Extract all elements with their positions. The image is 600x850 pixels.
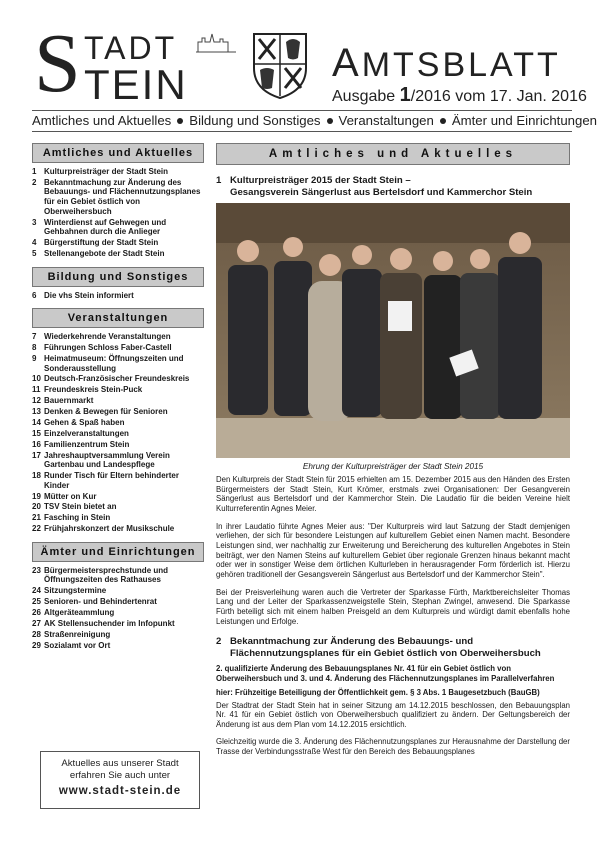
toc-item[interactable] xyxy=(32,332,204,342)
article-2-subtitle: hier: Frühzeitige Beteiligung der Öffentlichkeit gem. § 3 Abs. 1 Baugesetzbuch (BauGB) xyxy=(216,687,540,697)
toc-item-number: 18 xyxy=(32,471,41,481)
toc-item-number: 29 xyxy=(32,640,41,650)
toc-item-title: Fasching in Stein xyxy=(44,513,111,523)
photo-caption: Ehrung der Kulturpreisträger der Stadt Stein 2015 xyxy=(302,462,484,471)
toc-item-number: 23 xyxy=(32,565,41,575)
section-nav xyxy=(32,110,598,132)
toc-list xyxy=(32,167,204,259)
table-of-contents xyxy=(32,143,204,818)
toc-item-title: Mütter on Kur xyxy=(44,491,97,501)
toc-item-title: Wiederkehrende Veranstaltungen xyxy=(44,332,171,342)
website-link[interactable]: www.stadt-stein.de xyxy=(58,785,182,797)
toc-item-number: 24 xyxy=(32,586,41,596)
toc-item-title: TSV Stein bietet an xyxy=(44,502,117,512)
toc-item-number: 9 xyxy=(32,353,37,363)
toc-item-number: 1 xyxy=(32,167,37,176)
toc-item[interactable] xyxy=(32,440,204,450)
toc-item[interactable] xyxy=(32,343,204,353)
toc-item-number: 22 xyxy=(32,524,41,534)
toc-item-number: 8 xyxy=(32,343,37,353)
toc-item-title: Winterdienst auf Gehwegen und Gehbahnen durch die Anlieger xyxy=(44,217,167,237)
toc-item-number: 7 xyxy=(32,332,37,342)
toc-item-number: 14 xyxy=(32,417,41,427)
toc-item-number: 3 xyxy=(32,217,37,227)
toc-item[interactable] xyxy=(32,597,204,607)
logo-initial: S xyxy=(34,17,81,110)
toc-section-heading: Ämter und Einrichtungen xyxy=(32,542,204,562)
toc-item-title: Familienzentrum Stein xyxy=(44,439,130,449)
toc-item-title: Einzelveranstaltungen xyxy=(44,428,129,438)
nav-bildung: Bildung und Sonstiges xyxy=(189,113,321,128)
toc-item-number: 10 xyxy=(32,374,41,384)
toc-item[interactable] xyxy=(32,167,204,177)
toc-item[interactable] xyxy=(32,641,204,651)
toc-item-title: Bauernmarkt xyxy=(44,396,94,406)
toc-item[interactable] xyxy=(32,385,204,395)
toc-item-title: Denken & Bewegen für Senioren xyxy=(44,407,168,417)
nav-aemter: Ämter und Einrichtungen xyxy=(451,113,598,128)
toc-item-title: Jahreshauptversammlung Verein Gartenbau und Landespflege xyxy=(44,450,170,470)
toc-item-title: Sozialamt vor Ort xyxy=(44,640,111,650)
toc-item-title: Straßenreinigung xyxy=(44,629,111,639)
article-1-title: 1 Kulturpreisträger 2015 der Stadt Stein – Gesangsverein Sängerlust aus Bertelsdorf und Kammerchor Stein xyxy=(216,175,533,198)
toc-item[interactable] xyxy=(32,608,204,618)
toc-item[interactable] xyxy=(32,429,204,439)
amtsblatt-title: AMTSBLATT xyxy=(332,41,561,85)
toc-item[interactable] xyxy=(32,291,204,301)
toc-section-heading: Veranstaltungen xyxy=(32,308,204,328)
toc-item[interactable] xyxy=(32,586,204,596)
toc-list xyxy=(32,332,204,534)
bullet-icon xyxy=(177,118,183,124)
toc-item-title: Führungen Schloss Faber-Castell xyxy=(44,343,172,353)
toc-item-title: Bürgermeistersprechstunde und Öffnungszeiten des Rathauses xyxy=(44,565,169,585)
bullet-icon xyxy=(327,118,333,124)
toc-item-title: Bürgerstiftung der Stadt Stein xyxy=(44,238,159,248)
toc-item-title: Deutsch-Französischer Freundeskreis xyxy=(44,374,190,384)
toc-item-title: Sitzungstermine xyxy=(44,586,107,596)
toc-item-title: Die vhs Stein informiert xyxy=(44,290,134,300)
logo-line2: TEIN xyxy=(84,61,188,108)
toc-item-title: Heimatmuseum: Öffnungszeiten und Sonderausstellung xyxy=(44,353,184,373)
toc-item-number: 2 xyxy=(32,177,37,187)
toc-item-number: 11 xyxy=(32,385,41,395)
castle-icon xyxy=(196,30,236,54)
coat-of-arms-icon xyxy=(250,30,310,100)
toc-item-title: Gehen & Spaß haben xyxy=(44,417,125,427)
toc-item-number: 26 xyxy=(32,608,41,618)
toc-list xyxy=(32,291,204,301)
toc-item[interactable] xyxy=(32,502,204,512)
toc-list xyxy=(32,566,204,651)
toc-item-number: 28 xyxy=(32,629,41,639)
toc-item[interactable] xyxy=(32,407,204,417)
toc-section-heading: Amtliches und Aktuelles xyxy=(32,143,204,163)
nav-veranstaltungen: Veranstaltungen xyxy=(338,113,434,128)
toc-item[interactable] xyxy=(32,418,204,428)
toc-item-number: 15 xyxy=(32,428,41,438)
bullet-icon xyxy=(440,118,446,124)
toc-item[interactable] xyxy=(32,566,204,585)
toc-item[interactable] xyxy=(32,524,204,534)
issue-line: Ausgabe 1/2016 vom 17. Jan. 2016 xyxy=(332,84,587,106)
toc-item-number: 16 xyxy=(32,439,41,449)
toc-item-number: 12 xyxy=(32,396,41,406)
article-2-paragraph: Der Stadtrat der Stadt Stein hat in seiner Sitzung am 14.12.2015 beschlossen, den Bebauungsplan Nr. 41 für ein Gebiet östlich von Oberweihersbuch qualifiziert zu ändern. Der Geltungsbereich der Änderung ist aus dem Plan vom 14.12.2015 ersichtlich. xyxy=(216,700,570,729)
section-heading: Amtliches und Aktuelles xyxy=(216,143,570,165)
logo-line1: TADT xyxy=(84,30,178,66)
article-1-paragraph: Bei der Preisverleihung waren auch die Vertreter der Sparkasse Fürth, Marktbereichsleiter Thomas Lang und der Leiter der Sparkassenzweigstelle Stein, Stephan Zwingel, anwesend. Die Sparkasse Fürth beteiligt sich mit einem halben Preisgeld an dem Kulturpreis und würdigt damit ebenfalls hohe Leistungen und Erfolge. xyxy=(216,587,570,626)
toc-item[interactable] xyxy=(32,396,204,406)
main-column xyxy=(216,143,570,843)
toc-item[interactable] xyxy=(32,513,204,523)
toc-item-number: 4 xyxy=(32,238,37,248)
toc-item[interactable] xyxy=(32,451,204,470)
toc-item-title: Runder Tisch für Eltern behinderter Kinder xyxy=(44,471,179,490)
toc-item[interactable] xyxy=(32,354,204,373)
toc-item[interactable] xyxy=(32,471,204,490)
article-1-paragraph: Den Kulturpreis der Stadt Stein für 2015 erhielten am 15. Dezember 2015 aus den Händen des Ersten Bürgermeisters der Stadt Stein, Kurt Krömer, erstmals zwei Organisationen: Der Gesangverein Sängerlust aus Bertelsdorf und der Kammerchor Stein. Die Laudatio für die beiden Vereine hielt Kulturreferentin Agnes Meier. xyxy=(216,475,570,514)
toc-item[interactable] xyxy=(32,374,204,384)
article-2-subtitle: 2. qualifizierte Änderung des Bebauungsplanes Nr. 41 für ein Gebiet östlich von Oberweihersbuch und 3. und 4. Änderung des Flächennutzungsplanes im Parallelverfahren xyxy=(216,664,555,684)
award-photo xyxy=(216,203,570,458)
toc-item-title: Freundeskreis Stein-Puck xyxy=(44,385,143,395)
article-1-paragraph: In ihrer Laudatio führte Agnes Meier aus: "Der Kulturpreis wird laut Satzung der Stadt demjenigen verliehen, der sich für besondere Leistungen auf kulturellem Gebiet einen Namen macht. Besondere Leistungen sind, wer nachhaltig zur Erweiterung und Bereicherung des kulturellen Angebotes in Stein beiträgt, wer den Namen Steins auf kulturellem Gebiet über regionale Grenzen hinaus bekannt macht oder wer in sonstiger Weise dem örtlichen Kulturleben in herausragender Form förderlich ist. Hierzu gehören traditionell der Gesangsverein Sängerlust aus Bertelsdorf und der Kammerchor Stein". xyxy=(216,521,570,580)
masthead xyxy=(32,17,587,110)
toc-item-number: 20 xyxy=(32,502,41,512)
toc-item-number: 19 xyxy=(32,491,41,501)
toc-item[interactable] xyxy=(32,619,204,629)
article-2-paragraph: Gleichzeitig wurde die 3. Änderung des Flächennutzungsplanes zur Herausnahme der Darstellung der Trasse der Verbindungsstraße West für den Bereich des Bebauungsplanes xyxy=(216,737,570,757)
toc-item-title: Altgeräteammlung xyxy=(44,608,115,618)
toc-item-title: Kulturpreisträger der Stadt Stein xyxy=(44,167,169,176)
website-promo: Aktuelles aus unserer Stadt erfahren Sie auch unter www.stadt-stein.de xyxy=(40,751,200,809)
toc-item[interactable] xyxy=(32,238,204,248)
toc-item-title: Bekanntmachung zur Änderung des Bebauungs- und Flächennutzungsplanes für ein Gebiet östlich von Oberweihersbuch xyxy=(44,177,201,216)
toc-item[interactable] xyxy=(32,178,204,216)
toc-item-number: 27 xyxy=(32,619,41,629)
toc-item-title: Stellenangebote der Stadt Stein xyxy=(44,248,165,258)
article-2-title: 2 Bekanntmachung zur Änderung des Bebauungs- und Flächennutzungsplanes für ein Gebiet östlich von Oberweihersbuch xyxy=(216,636,541,660)
toc-item-title: Senioren- und Behindertenrat xyxy=(44,597,157,607)
nav-amtliches: Amtliches und Aktuelles xyxy=(32,113,172,128)
toc-item-number: 13 xyxy=(32,407,41,417)
toc-item-title: Frühjahrskonzert der Musikschule xyxy=(44,524,175,534)
toc-item[interactable] xyxy=(32,630,204,640)
toc-item[interactable] xyxy=(32,249,204,259)
toc-item-title: AK Stellensuchender im Infopunkt xyxy=(44,619,175,629)
toc-item-number: 6 xyxy=(32,290,37,300)
toc-item-number: 17 xyxy=(32,450,41,460)
toc-item-number: 21 xyxy=(32,513,41,523)
toc-item-number: 25 xyxy=(32,597,41,607)
toc-item-number: 5 xyxy=(32,248,37,258)
toc-item[interactable] xyxy=(32,492,204,502)
toc-item[interactable] xyxy=(32,218,204,237)
toc-section-heading: Bildung und Sonstiges xyxy=(32,267,204,287)
